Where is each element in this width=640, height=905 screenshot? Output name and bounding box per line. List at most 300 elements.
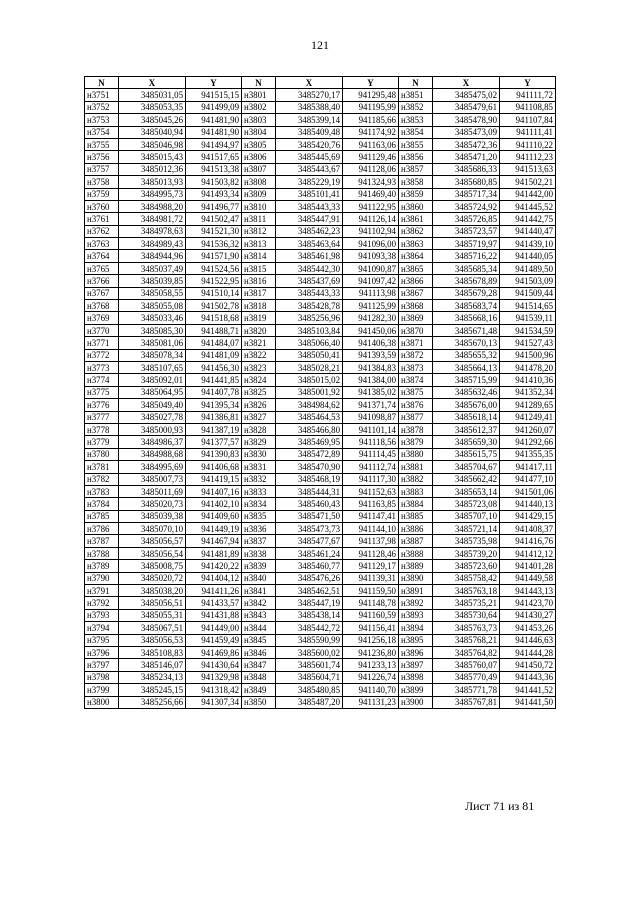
point-id-cell: н3774 (85, 374, 119, 386)
y-coordinate-cell: 941185,66 (343, 114, 399, 126)
point-id-cell: н3824 (242, 374, 276, 386)
y-coordinate-cell: 941410,36 (500, 374, 556, 386)
y-coordinate-cell: 941450,06 (343, 324, 399, 336)
table-row (85, 238, 556, 250)
point-id-cell: н3900 (399, 696, 433, 708)
point-id-cell: н3754 (85, 126, 119, 138)
x-coordinate-cell: 3485470,90 (276, 461, 343, 473)
x-coordinate-cell: 3485447,19 (276, 597, 343, 609)
point-id-cell: н3828 (242, 423, 276, 435)
y-coordinate-cell: 941423,70 (500, 597, 556, 609)
x-coordinate-cell: 3485461,98 (276, 250, 343, 262)
point-id-cell: н3834 (242, 498, 276, 510)
x-coordinate-cell: 3485763,18 (433, 585, 500, 597)
x-coordinate-cell: 3485462,23 (276, 225, 343, 237)
x-coordinate-cell: 3485066,40 (276, 337, 343, 349)
y-coordinate-cell: 941419,15 (186, 473, 242, 485)
point-id-cell: н3755 (85, 138, 119, 150)
y-coordinate-cell: 941152,63 (343, 485, 399, 497)
x-coordinate-cell: 3485040,94 (119, 126, 186, 138)
y-coordinate-cell: 941459,49 (186, 634, 242, 646)
point-id-cell: н3836 (242, 523, 276, 535)
x-coordinate-cell: 3485103,84 (276, 324, 343, 336)
y-coordinate-cell: 941517,65 (186, 151, 242, 163)
point-id-cell: н3852 (399, 101, 433, 113)
y-coordinate-cell: 941430,64 (186, 659, 242, 671)
point-id-cell: н3894 (399, 622, 433, 634)
point-id-cell: н3781 (85, 461, 119, 473)
point-id-cell: н3853 (399, 114, 433, 126)
y-coordinate-cell: 941352,34 (500, 386, 556, 398)
point-id-cell: н3769 (85, 312, 119, 324)
point-id-cell: н3827 (242, 411, 276, 423)
y-coordinate-cell: 941395,34 (186, 399, 242, 411)
point-id-cell: н3804 (242, 126, 276, 138)
table-row (85, 374, 556, 386)
y-coordinate-cell: 941113,98 (343, 287, 399, 299)
x-coordinate-cell: 3485445,69 (276, 151, 343, 163)
x-coordinate-cell: 3485653,14 (433, 485, 500, 497)
y-coordinate-cell: 941527,43 (500, 337, 556, 349)
y-coordinate-cell: 941159,50 (343, 585, 399, 597)
x-coordinate-cell: 3485604,71 (276, 671, 343, 683)
table-row (85, 535, 556, 547)
point-id-cell: н3771 (85, 337, 119, 349)
table-row (85, 176, 556, 188)
x-coordinate-cell: 3485067,51 (119, 622, 186, 634)
point-id-cell: н3873 (399, 361, 433, 373)
y-coordinate-cell: 941443,36 (500, 671, 556, 683)
point-id-cell: н3780 (85, 448, 119, 460)
point-id-cell: н3876 (399, 399, 433, 411)
y-coordinate-cell: 941539,11 (500, 312, 556, 324)
x-coordinate-cell: 3485256,96 (276, 312, 343, 324)
column-header: X (276, 77, 343, 89)
point-id-cell: н3777 (85, 411, 119, 423)
point-id-cell: н3786 (85, 523, 119, 535)
point-id-cell: н3801 (242, 89, 276, 101)
point-id-cell: н3764 (85, 250, 119, 262)
column-header: X (119, 77, 186, 89)
x-coordinate-cell: 3485011,69 (119, 485, 186, 497)
point-id-cell: н3858 (399, 176, 433, 188)
point-id-cell: н3846 (242, 646, 276, 658)
x-coordinate-cell: 3485735,98 (433, 535, 500, 547)
x-coordinate-cell: 3485686,33 (433, 163, 500, 175)
x-coordinate-cell: 3485463,64 (276, 238, 343, 250)
table-row (85, 126, 556, 138)
point-id-cell: н3803 (242, 114, 276, 126)
x-coordinate-cell: 3485388,40 (276, 101, 343, 113)
y-coordinate-cell: 941449,00 (186, 622, 242, 634)
point-id-cell: н3878 (399, 423, 433, 435)
y-coordinate-cell: 941467,94 (186, 535, 242, 547)
y-coordinate-cell: 941500,96 (500, 349, 556, 361)
point-id-cell: н3892 (399, 597, 433, 609)
table-row (85, 448, 556, 460)
y-coordinate-cell: 941536,32 (186, 238, 242, 250)
x-coordinate-cell: 3485013,93 (119, 176, 186, 188)
point-id-cell: н3869 (399, 312, 433, 324)
y-coordinate-cell: 941524,56 (186, 262, 242, 274)
y-coordinate-cell: 941409,60 (186, 510, 242, 522)
point-id-cell: н3843 (242, 609, 276, 621)
y-coordinate-cell: 941433,57 (186, 597, 242, 609)
y-coordinate-cell: 941236,80 (343, 646, 399, 658)
y-coordinate-cell: 941469,86 (186, 646, 242, 658)
y-coordinate-cell: 941446,63 (500, 634, 556, 646)
table-body (85, 89, 556, 709)
point-id-cell: н3838 (242, 547, 276, 559)
y-coordinate-cell: 941481,09 (186, 349, 242, 361)
x-coordinate-cell: 3485108,83 (119, 646, 186, 658)
point-id-cell: н3849 (242, 684, 276, 696)
y-coordinate-cell: 941384,83 (343, 361, 399, 373)
point-id-cell: н3840 (242, 572, 276, 584)
point-id-cell: н3800 (85, 696, 119, 708)
table-row (85, 324, 556, 336)
x-coordinate-cell: 3485256,66 (119, 696, 186, 708)
coordinates-table (84, 76, 556, 709)
point-id-cell: н3788 (85, 547, 119, 559)
point-id-cell: н3856 (399, 151, 433, 163)
y-coordinate-cell: 941324,93 (343, 176, 399, 188)
table-row (85, 436, 556, 448)
point-id-cell: н3822 (242, 349, 276, 361)
x-coordinate-cell: 3484984,62 (276, 399, 343, 411)
x-coordinate-cell: 3485590,99 (276, 634, 343, 646)
x-coordinate-cell: 3485719,97 (433, 238, 500, 250)
point-id-cell: н3857 (399, 163, 433, 175)
point-id-cell: н3825 (242, 386, 276, 398)
point-id-cell: н3832 (242, 473, 276, 485)
point-id-cell: н3793 (85, 609, 119, 621)
y-coordinate-cell: 941371,74 (343, 399, 399, 411)
x-coordinate-cell: 3485064,95 (119, 386, 186, 398)
point-id-cell: н3826 (242, 399, 276, 411)
x-coordinate-cell: 3485409,48 (276, 126, 343, 138)
y-coordinate-cell: 941439,10 (500, 238, 556, 250)
y-coordinate-cell: 941249,41 (500, 411, 556, 423)
point-id-cell: н3870 (399, 324, 433, 336)
point-id-cell: н3796 (85, 646, 119, 658)
y-coordinate-cell: 941442,00 (500, 188, 556, 200)
point-id-cell: н3760 (85, 200, 119, 212)
point-id-cell: н3768 (85, 300, 119, 312)
table-row (85, 646, 556, 658)
x-coordinate-cell: 3485723,60 (433, 560, 500, 572)
x-coordinate-cell: 3485001,92 (276, 386, 343, 398)
x-coordinate-cell: 3484981,72 (119, 213, 186, 225)
point-id-cell: н3790 (85, 572, 119, 584)
table-row (85, 337, 556, 349)
y-coordinate-cell: 941387,19 (186, 423, 242, 435)
y-coordinate-cell: 941408,37 (500, 523, 556, 535)
y-coordinate-cell: 941509,44 (500, 287, 556, 299)
point-id-cell: н3883 (399, 485, 433, 497)
point-id-cell: н3808 (242, 176, 276, 188)
y-coordinate-cell: 941118,56 (343, 436, 399, 448)
point-id-cell: н3884 (399, 498, 433, 510)
x-coordinate-cell: 3485480,85 (276, 684, 343, 696)
x-coordinate-cell: 3485471,50 (276, 510, 343, 522)
x-coordinate-cell: 3485046,98 (119, 138, 186, 150)
y-coordinate-cell: 941090,87 (343, 262, 399, 274)
x-coordinate-cell: 3485020,72 (119, 572, 186, 584)
point-id-cell: н3766 (85, 275, 119, 287)
point-id-cell: н3898 (399, 671, 433, 683)
point-id-cell: н3813 (242, 238, 276, 250)
y-coordinate-cell: 941407,16 (186, 485, 242, 497)
table-row (85, 163, 556, 175)
y-coordinate-cell: 941441,85 (186, 374, 242, 386)
point-id-cell: н3862 (399, 225, 433, 237)
y-coordinate-cell: 941282,30 (343, 312, 399, 324)
table-row (85, 473, 556, 485)
x-coordinate-cell: 3485027,78 (119, 411, 186, 423)
point-id-cell: н3881 (399, 461, 433, 473)
point-id-cell: н3889 (399, 560, 433, 572)
x-coordinate-cell: 3485037,49 (119, 262, 186, 274)
y-coordinate-cell: 941318,42 (186, 684, 242, 696)
x-coordinate-cell: 3485472,89 (276, 448, 343, 460)
x-coordinate-cell: 3485107,65 (119, 361, 186, 373)
table-row (85, 461, 556, 473)
x-coordinate-cell: 3485724,92 (433, 200, 500, 212)
point-id-cell: н3753 (85, 114, 119, 126)
point-id-cell: н3779 (85, 436, 119, 448)
y-coordinate-cell: 941412,12 (500, 547, 556, 559)
x-coordinate-cell: 3485443,33 (276, 200, 343, 212)
y-coordinate-cell: 941098,87 (343, 411, 399, 423)
y-coordinate-cell: 941510,14 (186, 287, 242, 299)
x-coordinate-cell: 3485461,24 (276, 547, 343, 559)
y-coordinate-cell: 941481,90 (186, 126, 242, 138)
x-coordinate-cell: 3485464,53 (276, 411, 343, 423)
x-coordinate-cell: 3484988,20 (119, 200, 186, 212)
x-coordinate-cell: 3485015,02 (276, 374, 343, 386)
table-row (85, 213, 556, 225)
point-id-cell: н3782 (85, 473, 119, 485)
x-coordinate-cell: 3485015,43 (119, 151, 186, 163)
x-coordinate-cell: 3485092,01 (119, 374, 186, 386)
x-coordinate-cell: 3485081,06 (119, 337, 186, 349)
page-number: 121 (311, 38, 329, 52)
y-coordinate-cell: 941401,28 (500, 560, 556, 572)
table-row (85, 585, 556, 597)
x-coordinate-cell: 3485668,16 (433, 312, 500, 324)
x-coordinate-cell: 3485670,13 (433, 337, 500, 349)
y-coordinate-cell: 941440,47 (500, 225, 556, 237)
x-coordinate-cell: 3485615,75 (433, 448, 500, 460)
x-coordinate-cell: 3485671,48 (433, 324, 500, 336)
point-id-cell: н3851 (399, 89, 433, 101)
x-coordinate-cell: 3485479,61 (433, 101, 500, 113)
y-coordinate-cell: 941097,42 (343, 275, 399, 287)
y-coordinate-cell: 941522,95 (186, 275, 242, 287)
y-coordinate-cell: 941441,52 (500, 684, 556, 696)
y-coordinate-cell: 941402,10 (186, 498, 242, 510)
y-coordinate-cell: 941440,13 (500, 498, 556, 510)
y-coordinate-cell: 941406,38 (343, 337, 399, 349)
point-id-cell: н3891 (399, 585, 433, 597)
y-coordinate-cell: 941443,13 (500, 585, 556, 597)
y-coordinate-cell: 941107,84 (500, 114, 556, 126)
point-id-cell: н3809 (242, 188, 276, 200)
table-row (85, 349, 556, 361)
table-row (85, 262, 556, 274)
point-id-cell: н3807 (242, 163, 276, 175)
table-row (85, 560, 556, 572)
point-id-cell: н3872 (399, 349, 433, 361)
point-id-cell: н3789 (85, 560, 119, 572)
y-coordinate-cell: 941406,68 (186, 461, 242, 473)
point-id-cell: н3886 (399, 523, 433, 535)
y-coordinate-cell: 941407,78 (186, 386, 242, 398)
y-coordinate-cell: 941518,68 (186, 312, 242, 324)
x-coordinate-cell: 3485477,67 (276, 535, 343, 547)
point-id-cell: н3854 (399, 126, 433, 138)
x-coordinate-cell: 3484989,43 (119, 238, 186, 250)
point-id-cell: н3887 (399, 535, 433, 547)
x-coordinate-cell: 3485478,90 (433, 114, 500, 126)
column-header: N (242, 77, 276, 89)
point-id-cell: н3845 (242, 634, 276, 646)
x-coordinate-cell: 3485662,42 (433, 473, 500, 485)
y-coordinate-cell: 941096,00 (343, 238, 399, 250)
column-header: X (433, 77, 500, 89)
y-coordinate-cell: 941233,13 (343, 659, 399, 671)
y-coordinate-cell: 941128,06 (343, 163, 399, 175)
table-row (85, 597, 556, 609)
y-coordinate-cell: 941503,82 (186, 176, 242, 188)
y-coordinate-cell: 941101,14 (343, 423, 399, 435)
x-coordinate-cell: 3485447,91 (276, 213, 343, 225)
y-coordinate-cell: 941515,15 (186, 89, 242, 101)
point-id-cell: н3811 (242, 213, 276, 225)
table-row (85, 510, 556, 522)
y-coordinate-cell: 941108,85 (500, 101, 556, 113)
x-coordinate-cell: 3485020,73 (119, 498, 186, 510)
x-coordinate-cell: 3485039,85 (119, 275, 186, 287)
point-id-cell: н3888 (399, 547, 433, 559)
column-header: Y (186, 77, 242, 89)
point-id-cell: н3879 (399, 436, 433, 448)
x-coordinate-cell: 3485078,34 (119, 349, 186, 361)
x-coordinate-cell: 3485146,07 (119, 659, 186, 671)
point-id-cell: н3874 (399, 374, 433, 386)
y-coordinate-cell: 941393,59 (343, 349, 399, 361)
y-coordinate-cell: 941128,46 (343, 547, 399, 559)
x-coordinate-cell: 3485460,77 (276, 560, 343, 572)
y-coordinate-cell: 941444,28 (500, 646, 556, 658)
y-coordinate-cell: 941384,00 (343, 374, 399, 386)
x-coordinate-cell: 3485101,41 (276, 188, 343, 200)
table-row (85, 411, 556, 423)
table-row (85, 101, 556, 113)
point-id-cell: н3831 (242, 461, 276, 473)
x-coordinate-cell: 3485444,31 (276, 485, 343, 497)
x-coordinate-cell: 3485438,14 (276, 609, 343, 621)
y-coordinate-cell: 941329,98 (186, 671, 242, 683)
x-coordinate-cell: 3484995,69 (119, 461, 186, 473)
x-coordinate-cell: 3484978,63 (119, 225, 186, 237)
x-coordinate-cell: 3485229,19 (276, 176, 343, 188)
point-id-cell: н3761 (85, 213, 119, 225)
point-id-cell: н3784 (85, 498, 119, 510)
point-id-cell: н3818 (242, 300, 276, 312)
y-coordinate-cell: 941442,75 (500, 213, 556, 225)
point-id-cell: н3866 (399, 275, 433, 287)
point-id-cell: н3865 (399, 262, 433, 274)
point-id-cell: н3775 (85, 386, 119, 398)
point-id-cell: н3819 (242, 312, 276, 324)
x-coordinate-cell: 3485031,05 (119, 89, 186, 101)
x-coordinate-cell: 3485704,67 (433, 461, 500, 473)
point-id-cell: н3816 (242, 275, 276, 287)
table-row (85, 622, 556, 634)
point-id-cell: н3859 (399, 188, 433, 200)
column-header: N (85, 77, 119, 89)
y-coordinate-cell: 941478,20 (500, 361, 556, 373)
table-row (85, 312, 556, 324)
point-id-cell: н3841 (242, 585, 276, 597)
x-coordinate-cell: 3485473,09 (433, 126, 500, 138)
y-coordinate-cell: 941445,52 (500, 200, 556, 212)
x-coordinate-cell: 3485055,31 (119, 609, 186, 621)
point-id-cell: н3791 (85, 585, 119, 597)
point-id-cell: н3847 (242, 659, 276, 671)
x-coordinate-cell: 3485685,34 (433, 262, 500, 274)
point-id-cell: н3759 (85, 188, 119, 200)
table-row (85, 423, 556, 435)
x-coordinate-cell: 3485000,93 (119, 423, 186, 435)
table-row (85, 634, 556, 646)
y-coordinate-cell: 941440,05 (500, 250, 556, 262)
point-id-cell: н3842 (242, 597, 276, 609)
column-header: N (399, 77, 433, 89)
y-coordinate-cell: 941469,40 (343, 188, 399, 200)
x-coordinate-cell: 3485443,67 (276, 163, 343, 175)
y-coordinate-cell: 941404,12 (186, 572, 242, 584)
y-coordinate-cell: 941489,50 (500, 262, 556, 274)
y-coordinate-cell: 941131,23 (343, 696, 399, 708)
x-coordinate-cell: 3485600,02 (276, 646, 343, 658)
point-id-cell: н3850 (242, 696, 276, 708)
point-id-cell: н3794 (85, 622, 119, 634)
y-coordinate-cell: 941147,41 (343, 510, 399, 522)
x-coordinate-cell: 3485056,53 (119, 634, 186, 646)
table-row (85, 609, 556, 621)
y-coordinate-cell: 941260,07 (500, 423, 556, 435)
point-id-cell: н3814 (242, 250, 276, 262)
x-coordinate-cell: 3485721,14 (433, 523, 500, 535)
table-row (85, 547, 556, 559)
x-coordinate-cell: 3485723,57 (433, 225, 500, 237)
y-coordinate-cell: 941450,72 (500, 659, 556, 671)
x-coordinate-cell: 3485767,81 (433, 696, 500, 708)
x-coordinate-cell: 3485707,10 (433, 510, 500, 522)
x-coordinate-cell: 3485442,30 (276, 262, 343, 274)
x-coordinate-cell: 3485442,72 (276, 622, 343, 634)
y-coordinate-cell: 941411,26 (186, 585, 242, 597)
y-coordinate-cell: 941144,10 (343, 523, 399, 535)
point-id-cell: н3864 (399, 250, 433, 262)
y-coordinate-cell: 941163,06 (343, 138, 399, 150)
x-coordinate-cell: 3485056,51 (119, 597, 186, 609)
point-id-cell: н3839 (242, 560, 276, 572)
y-coordinate-cell: 941111,41 (500, 126, 556, 138)
